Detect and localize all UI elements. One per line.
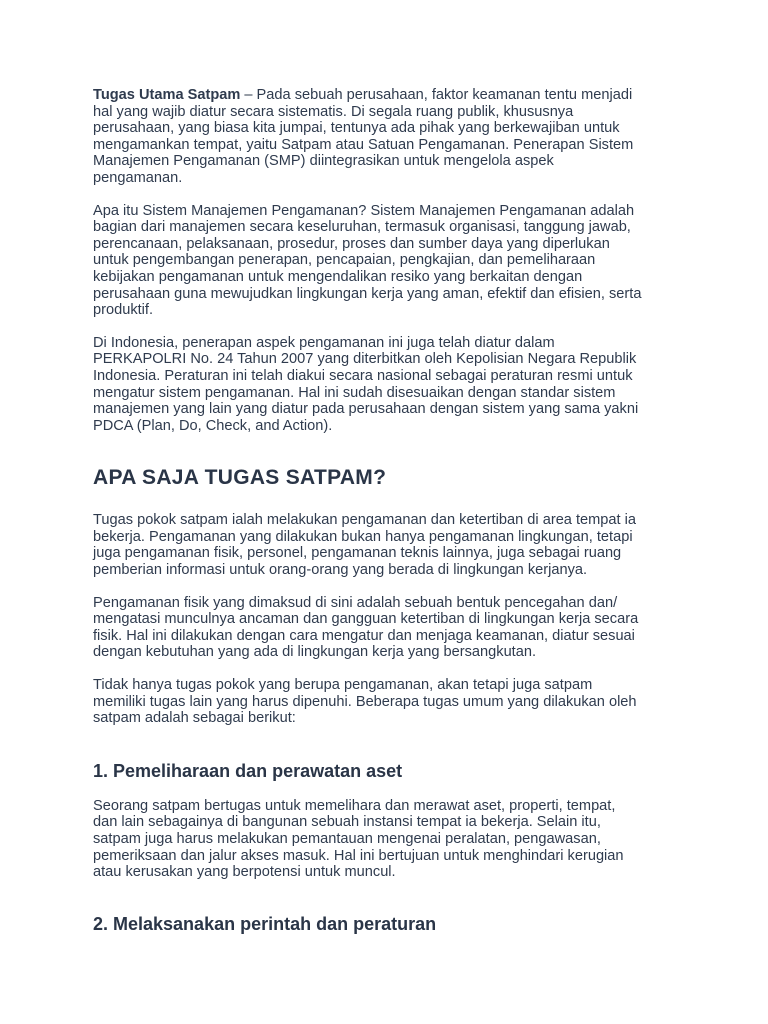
smp-definition-paragraph: Apa itu Sistem Manajemen Pengamanan? Sistem Manajemen Pengamanan adalah bagian dari manajemen secara keseluruhan, termasuk organisasi, tanggung jawab, perencanaan, pelaksanaan, prosedur, proses dan sumber daya yang diperlukan untuk pengembangan penerapan, pencapaian, pengkajian, dan pemeliharaan kebijakan pengamanan untuk mengendalikan resiko yang berkaitan dengan perusahaan guna mewujudkan lingkungan kerja yang aman, efektif dan efisien, serta produktif. [93,202,642,319]
intro-text: – Pada sebuah perusahaan, faktor keamanan tentu menjadi hal yang wajib diatur secara sistematis. Di segala ruang publik, khususnya perusahaan, yang biasa kita jumpai, tentunya ada pihak yang berkewajiban untuk mengamankan tempat, yaitu Satpam atau Satuan Pengamanan. Penerapan Sistem Manajemen Pengamanan (SMP) diintegrasikan untuk mengelola aspek pengamanan. [93,87,634,186]
intro-lead: Tugas Utama Satpam [93,87,241,103]
physical-security-paragraph: Pengamanan fisik yang dimaksud di sini adalah sebuah bentuk pencegahan dan/ mengatasi munculnya ancaman dan gangguan ketertiban di lingkungan kerja secara fisik. Hal ini dilakukan dengan cara mengatur dan menjaga keamanan, diatur sesuai dengan kebutuhan yang ada di lingkungan kerja yang bersangkutan. [93,594,639,661]
document-page [93,87,678,935]
indonesia-regulation-paragraph: Di Indonesia, penerapan aspek pengamanan ini juga telah diatur dalam PERKAPOLRI No. 24 Tahun 2007 yang diterbitkan oleh Kepolisian Negara Republik Indonesia. Peraturan ini telah diakui secara nasional sebagai peraturan resmi untuk mengatur sistem pengamanan. Hal ini sudah disesuaikan dengan standar sistem manajemen yang lain yang diatur pada perusahaan dengan sistem yang sama yakni PDCA (Plan, Do, Check, and Action). [93,334,639,434]
intro-paragraph [93,87,678,187]
main-heading: APA SAJA TUGAS SATPAM? [93,466,387,490]
other-duties-paragraph: Tidak hanya tugas pokok yang berupa pengamanan, akan tetapi juga satpam memiliki tugas lain yang harus dipenuhi. Beberapa tugas umum yang dilakukan oleh satpam adalah sebagai berikut: [93,677,637,727]
section-1-body: Seorang satpam bertugas untuk memelihara dan merawat aset, properti, tempat, dan lain sebagainya di bangunan sebuah instansi tempat ia bekerja. Selain itu, satpam juga harus melakukan pemantauan mengenai peralatan, pengawasan, pemeriksaan dan jalur akses masuk. Hal ini bertujuan untuk menghindari kerugian atau kerusakan yang berpotensi untuk muncul. [93,797,624,881]
section-2-heading: 2. Melaksanakan perintah dan peraturan [93,913,437,934]
main-duty-paragraph: Tugas pokok satpam ialah melakukan pengamanan dan ketertiban di area tempat ia bekerja. Pengamanan yang dilakukan bukan hanya pengamanan lingkungan, tetapi juga pengamanan fisik, personel, pengamanan teknis lainnya, juga sebagai ruang pemberian informasi untuk orang-orang yang berada di lingkungan kerjanya. [93,512,637,579]
section-1-heading: 1. Pemeliharaan dan perawatan aset [93,760,403,781]
